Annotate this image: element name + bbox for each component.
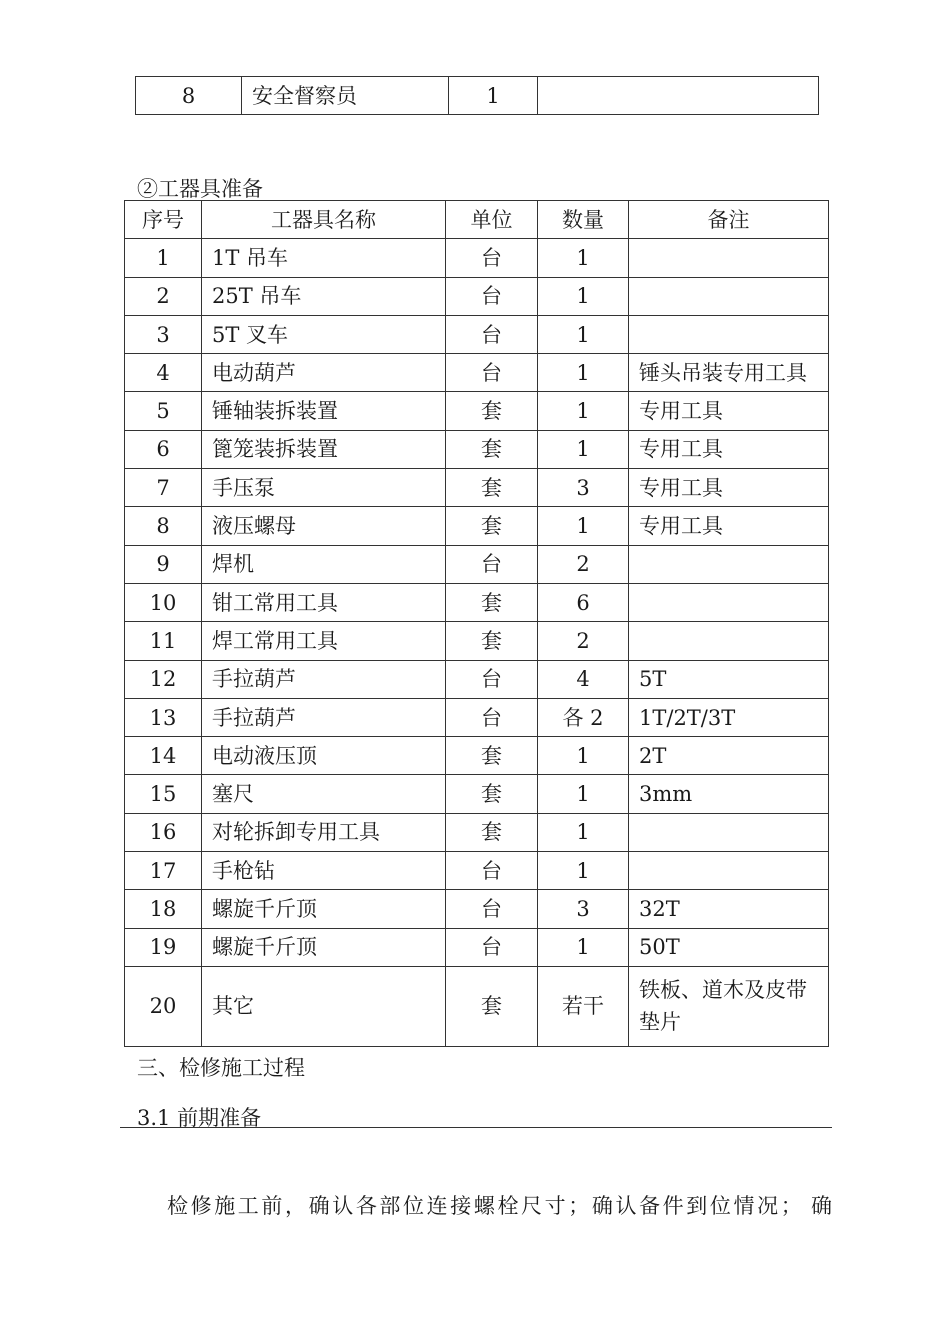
cell-note: 50T (629, 928, 829, 966)
cell-no: 4 (125, 354, 202, 392)
cell-note (629, 813, 829, 851)
cell-role: 安全督察员 (242, 77, 449, 115)
cell-qty: 1 (538, 239, 629, 277)
cell-name: 手拉葫芦 (202, 698, 446, 736)
cell-note (629, 583, 829, 621)
cell-name: 钳工常用工具 (202, 583, 446, 621)
cell-no: 7 (125, 469, 202, 507)
table-row (125, 430, 829, 468)
cell-unit: 套 (446, 469, 538, 507)
cell-name: 25T 吊车 (202, 277, 446, 315)
cell-no: 11 (125, 622, 202, 660)
divider (120, 1127, 832, 1128)
subsection-heading: 3.1 前期准备 (137, 1106, 262, 1130)
table-row (125, 813, 829, 851)
cell-note: 5T (629, 660, 829, 698)
table-row (136, 77, 819, 115)
cell-note: 3mm (629, 775, 829, 813)
staff-table-body (136, 77, 819, 115)
header-note: 备注 (629, 201, 829, 239)
cell-note: 锤头吊装专用工具 (629, 354, 829, 392)
tools-table-header-row (125, 201, 829, 239)
cell-no: 3 (125, 315, 202, 353)
cell-unit: 台 (446, 852, 538, 890)
cell-unit: 台 (446, 698, 538, 736)
tools-heading: ②工器具准备 (137, 177, 263, 201)
cell-qty: 1 (538, 354, 629, 392)
cell-unit: 套 (446, 622, 538, 660)
table-row (125, 507, 829, 545)
cell-no: 2 (125, 277, 202, 315)
table-row (125, 277, 829, 315)
cell-qty: 1 (538, 277, 629, 315)
cell-qty: 各 2 (538, 698, 629, 736)
cell-count: 1 (449, 77, 538, 115)
header-unit: 单位 (446, 201, 538, 239)
cell-note: 2T (629, 737, 829, 775)
cell-note (538, 77, 819, 115)
cell-name: 电动液压顶 (202, 737, 446, 775)
cell-no: 12 (125, 660, 202, 698)
table-row (125, 775, 829, 813)
cell-note (629, 852, 829, 890)
table-row (125, 928, 829, 966)
cell-no: 8 (125, 507, 202, 545)
cell-unit: 台 (446, 315, 538, 353)
cell-qty: 1 (538, 928, 629, 966)
cell-qty: 若干 (538, 966, 629, 1046)
cell-name: 1T 吊车 (202, 239, 446, 277)
cell-unit: 台 (446, 660, 538, 698)
cell-no: 19 (125, 928, 202, 966)
cell-name: 其它 (202, 966, 446, 1046)
cell-no: 14 (125, 737, 202, 775)
cell-qty: 1 (538, 852, 629, 890)
cell-unit: 台 (446, 354, 538, 392)
cell-note: 专用工具 (629, 430, 829, 468)
cell-note: 专用工具 (629, 507, 829, 545)
cell-name: 螺旋千斤顶 (202, 890, 446, 928)
cell-no: 16 (125, 813, 202, 851)
cell-no: 17 (125, 852, 202, 890)
cell-name: 电动葫芦 (202, 354, 446, 392)
cell-unit: 套 (446, 966, 538, 1046)
cell-unit: 套 (446, 583, 538, 621)
table-row (125, 545, 829, 583)
header-name: 工器具名称 (202, 201, 446, 239)
header-no: 序号 (125, 201, 202, 239)
cell-note (629, 622, 829, 660)
section-heading: 三、检修施工过程 (137, 1056, 305, 1080)
cell-name: 焊机 (202, 545, 446, 583)
table-row (125, 622, 829, 660)
staff-table (135, 76, 819, 115)
table-row (125, 698, 829, 736)
cell-name: 手枪钻 (202, 852, 446, 890)
cell-unit: 台 (446, 545, 538, 583)
cell-name: 手拉葫芦 (202, 660, 446, 698)
cell-name: 对轮拆卸专用工具 (202, 813, 446, 851)
table-row (125, 737, 829, 775)
cell-name: 液压螺母 (202, 507, 446, 545)
cell-name: 篦笼装拆装置 (202, 430, 446, 468)
table-row (125, 239, 829, 277)
table-row (125, 966, 829, 1046)
cell-note: 专用工具 (629, 392, 829, 430)
cell-unit: 套 (446, 775, 538, 813)
cell-unit: 台 (446, 928, 538, 966)
cell-qty: 2 (538, 545, 629, 583)
cell-note (629, 239, 829, 277)
cell-name: 手压泵 (202, 469, 446, 507)
cell-qty: 1 (538, 775, 629, 813)
cell-no: 5 (125, 392, 202, 430)
cell-name: 塞尺 (202, 775, 446, 813)
cell-note: 32T (629, 890, 829, 928)
cell-name: 螺旋千斤顶 (202, 928, 446, 966)
cell-qty: 1 (538, 392, 629, 430)
cell-no: 20 (125, 966, 202, 1046)
cell-no: 18 (125, 890, 202, 928)
table-row (125, 890, 829, 928)
cell-no: 15 (125, 775, 202, 813)
tools-table (124, 200, 829, 1047)
cell-no: 9 (125, 545, 202, 583)
cell-name: 5T 叉车 (202, 315, 446, 353)
cell-note: 1T/2T/3T (629, 698, 829, 736)
cell-note: 铁板、道木及皮带垫片 (629, 966, 829, 1046)
cell-qty: 3 (538, 890, 629, 928)
cell-qty: 3 (538, 469, 629, 507)
cell-note: 专用工具 (629, 469, 829, 507)
cell-name: 锤轴装拆装置 (202, 392, 446, 430)
cell-note (629, 545, 829, 583)
cell-note (629, 315, 829, 353)
cell-no: 13 (125, 698, 202, 736)
cell-name: 焊工常用工具 (202, 622, 446, 660)
cell-qty: 1 (538, 315, 629, 353)
cell-qty: 1 (538, 737, 629, 775)
cell-unit: 套 (446, 813, 538, 851)
cell-no: 6 (125, 430, 202, 468)
table-row (125, 660, 829, 698)
table-row (125, 354, 829, 392)
table-row (125, 315, 829, 353)
cell-unit: 台 (446, 239, 538, 277)
cell-unit: 套 (446, 430, 538, 468)
cell-no: 10 (125, 583, 202, 621)
cell-unit: 套 (446, 392, 538, 430)
cell-unit: 台 (446, 277, 538, 315)
cell-qty: 1 (538, 813, 629, 851)
cell-qty: 4 (538, 660, 629, 698)
table-row (125, 392, 829, 430)
cell-no: 1 (125, 239, 202, 277)
cell-no: 8 (136, 77, 242, 115)
table-row (125, 469, 829, 507)
cell-unit: 套 (446, 507, 538, 545)
header-qty: 数量 (538, 201, 629, 239)
cell-unit: 套 (446, 737, 538, 775)
tools-table-body (125, 239, 829, 1047)
cell-qty: 1 (538, 507, 629, 545)
cell-qty: 6 (538, 583, 629, 621)
table-row (125, 852, 829, 890)
cell-unit: 台 (446, 890, 538, 928)
table-row (125, 583, 829, 621)
cell-note (629, 277, 829, 315)
body-paragraph: 检修施工前，确认各部位连接螺栓尺寸；确认备件到位情况； 确 (167, 1194, 832, 1218)
cell-qty: 1 (538, 430, 629, 468)
cell-qty: 2 (538, 622, 629, 660)
